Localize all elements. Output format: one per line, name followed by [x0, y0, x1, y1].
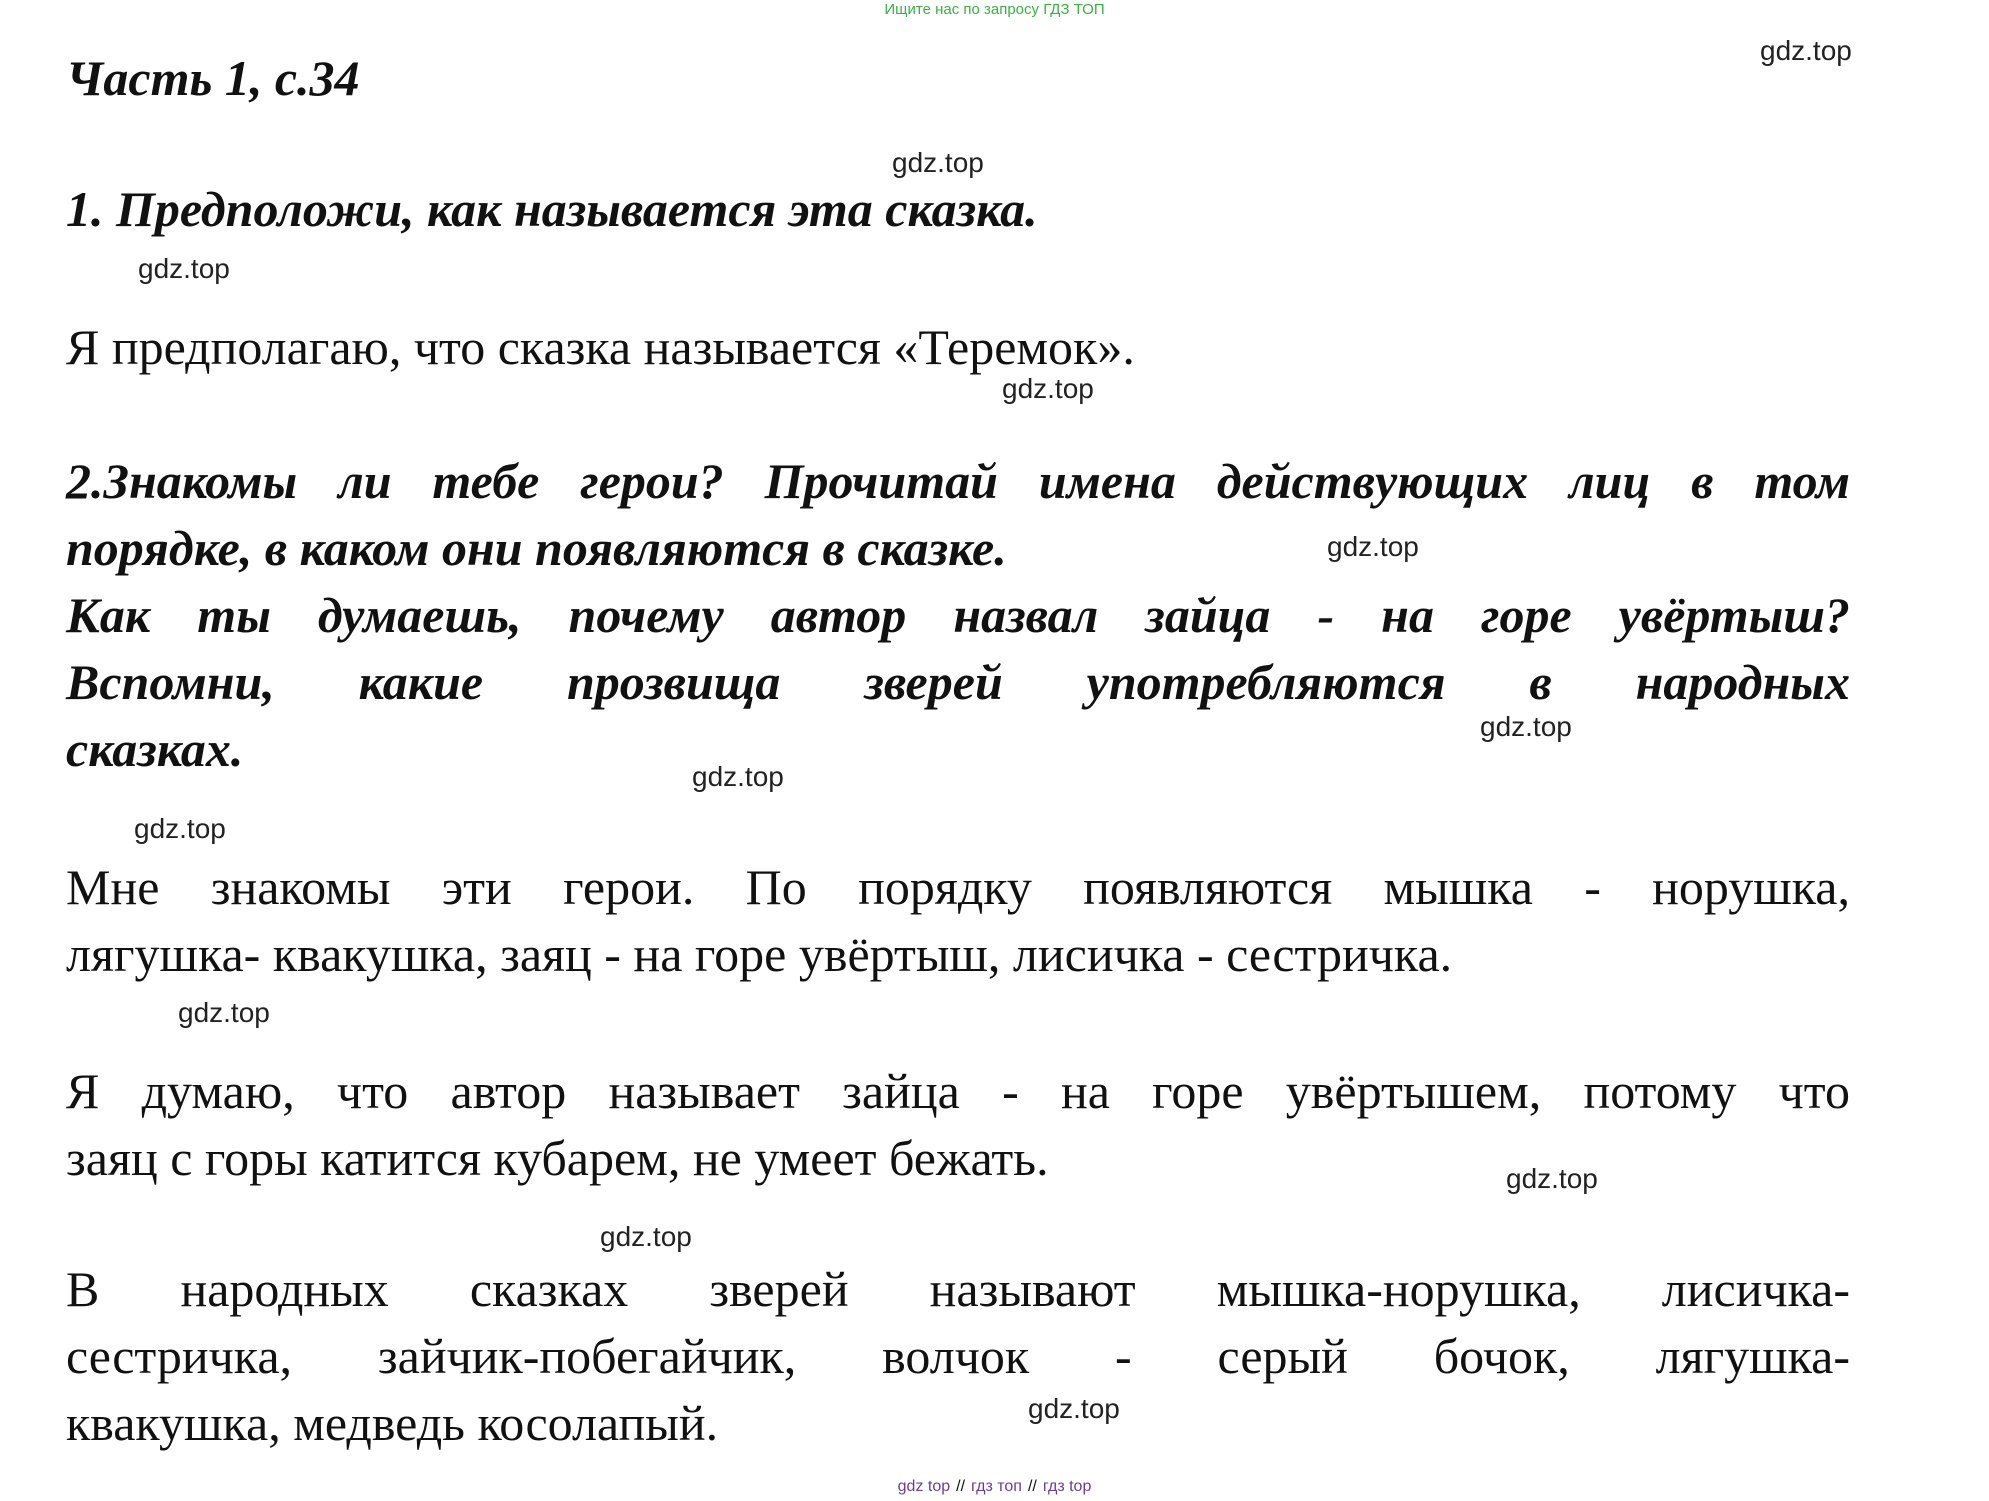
watermark: gdz.top	[1028, 1393, 1120, 1424]
footer-link-3[interactable]: гдз top	[1042, 1478, 1092, 1495]
question-2-line-3: Как ты думаешь, почему автор назвал зайца - на горе увёртыш?	[66, 587, 1850, 643]
answer-2-line-1: Мне знакомы эти герои. По порядку появляются мышка - норушка,	[66, 859, 1850, 915]
answer-4-line-2: сестричка, зайчик-побегайчик, волчок - серый бочок, лягушка-	[66, 1328, 1850, 1384]
question-1: 1. Предположи, как называется эта сказка.	[66, 181, 1038, 237]
footer-link-1[interactable]: gdz top	[897, 1478, 951, 1495]
watermark: gdz.top	[138, 253, 230, 284]
watermark: gdz.top	[692, 761, 784, 792]
answer-4-line-1: В народных сказках зверей называют мышка-норушка, лисичка-	[66, 1261, 1850, 1317]
watermark: gdz.top	[892, 147, 984, 178]
watermark: gdz.top	[1002, 373, 1094, 404]
footer-separator: //	[956, 1478, 966, 1495]
page-title: Часть 1, с.34	[66, 50, 360, 106]
watermark: gdz.top	[600, 1221, 692, 1252]
footer	[0, 1477, 1989, 1497]
question-2-line-2: порядке, в каком они появляются в сказке.	[66, 520, 1007, 576]
question-2-line-4: Вспомни, какие прозвища зверей употребляются в народных	[66, 654, 1850, 710]
answer-4-line-3: квакушка, медведь косолапый.	[66, 1395, 719, 1451]
top-banner: Ищите нас по запросу ГДЗ ТОП	[884, 1, 1105, 18]
question-2-line-5: сказках.	[66, 721, 244, 777]
watermark: gdz.top	[1327, 531, 1419, 562]
question-2-line-1: 2.Знакомы ли тебе герои? Прочитай имена действующих лиц в том	[66, 453, 1850, 509]
answer-3-line-2: заяц с горы катится кубарем, не умеет бежать.	[66, 1130, 1049, 1186]
watermark: gdz.top	[1480, 711, 1572, 742]
question-2	[66, 448, 1850, 783]
answer-1: Я предполагаю, что сказка называется «Теремок».	[66, 319, 1135, 375]
watermark: gdz.top	[1760, 35, 1852, 66]
answer-3-line-1: Я думаю, что автор называет зайца - на горе увёртышем, потому что	[66, 1063, 1850, 1119]
answer-2-line-2: лягушка- квакушка, заяц - на горе увёртыш, лисичка - сестричка.	[66, 926, 1453, 982]
watermark: gdz.top	[1506, 1163, 1598, 1194]
answer-2	[66, 854, 1850, 988]
watermark: gdz.top	[134, 813, 226, 844]
footer-separator: //	[1027, 1478, 1037, 1495]
answer-4	[66, 1256, 1850, 1457]
footer-link-2[interactable]: гдз топ	[971, 1478, 1022, 1495]
watermark: gdz.top	[178, 997, 270, 1028]
